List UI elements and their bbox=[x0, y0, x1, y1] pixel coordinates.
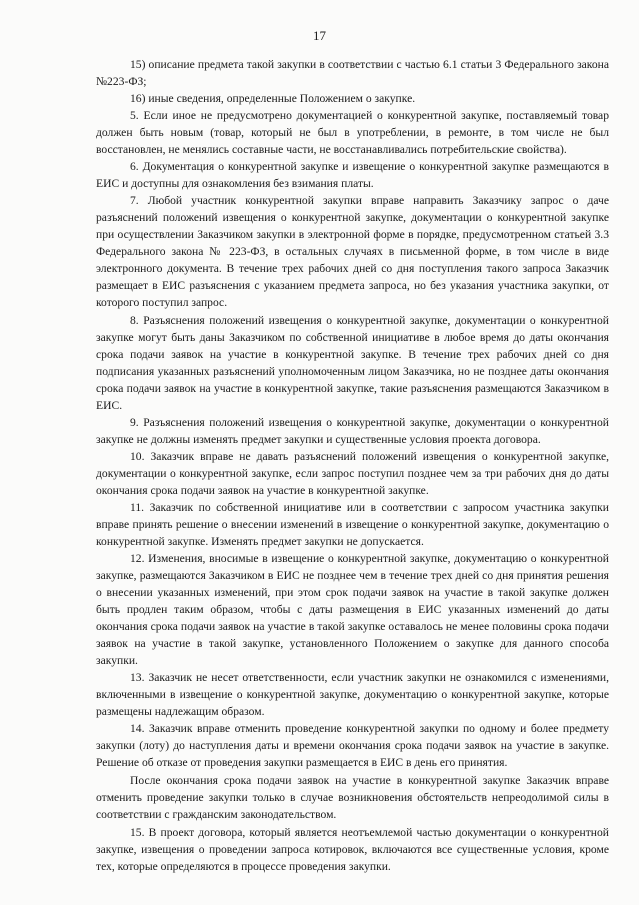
paragraph-5: 5. Если иное не предусмотрено документацией о конкурентной закупке, поставляемый товар должен быть новым (товар, который не был в употреблении, в ремонте, в том числе не был восстановлен, не менялись составные части, не восстанавливались потребительские свойства). bbox=[96, 109, 609, 156]
paragraph-14: 14. Заказчик вправе отменить проведение конкурентной закупки по одному и более предмету закупки (лоту) до наступления даты и времени окончания срока подачи заявок на участие в закупке. Решение об отказе от проведения закупки размещается в ЕИС в день его принятия. bbox=[96, 722, 609, 769]
paragraph-9: 9. Разъяснения положений извещения о конкурентной закупке, документации о конкурентной закупке не должны изменять предмет закупки и существенные условия проекта договора. bbox=[96, 416, 609, 446]
paragraph-13: 13. Заказчик не несет ответственности, если участник закупки не ознакомился с изменениями, включенными в извещение о конкурентной закупке, документацию о конкурентной закупке, которые размещены надлежащим образом. bbox=[96, 671, 609, 718]
paragraph-item-16: 16) иные сведения, определенные Положением о закупке. bbox=[130, 92, 416, 105]
paragraph-14-continued: После окончания срока подачи заявок на участие в конкурентной закупке Заказчик вправе отменить проведение закупки только в случае возникновения обстоятельств непреодолимой силы в соответствии с гражданским законодательством. bbox=[96, 774, 609, 821]
paragraph-10: 10. Заказчик вправе не давать разъяснений положений извещения о конкурентной закупке, документации о конкурентной закупке, если запрос поступил позднее чем за три рабочих дня до даты окончания срока подачи заявок на участие в конкурентной закупке. bbox=[96, 450, 609, 497]
paragraph-7: 7. Любой участник конкурентной закупки вправе направить Заказчику запрос о даче разъяснений положений извещения о конкурентной закупке, документации о конкурентной закупке при осуществлении Заказчиком закупки в электронной форме в порядке, предусмотренном статьей 3.3 Федерального закона № 223-ФЗ, в остальных случаях в письменной форме, в том числе в виде электронного документа. В течение трех рабочих дней со дня поступления такого запроса Заказчик размещает в ЕИС разъяснения с указанием предмета запроса, но без указания участника закупки, от которого поступил запрос. bbox=[96, 194, 609, 309]
paragraph-11: 11. Заказчик по собственной инициативе или в соответствии с запросом участника закупки вправе принять решение о внесении изменений в извещение о конкурентной закупке, документацию о конкурентной закупке. Изменять предмет закупки не допускается. bbox=[96, 501, 609, 548]
paragraph-item-15: 15) описание предмета такой закупки в соответствии с частью 6.1 статьи 3 Федерального закона №223-ФЗ; bbox=[96, 58, 609, 88]
paragraph-15: 15. В проект договора, который является неотъемлемой частью документации о конкурентной закупке, извещения о проведении запроса котировок, включаются все существенные условия, кроме тех, которые определяются в процессе проведения закупки. bbox=[96, 826, 609, 873]
paragraph-6: 6. Документация о конкурентной закупке и извещение о конкурентной закупке размещаются в ЕИС и доступны для ознакомления без взимания платы. bbox=[96, 160, 609, 190]
paragraph-12: 12. Изменения, вносимые в извещение о конкурентной закупке, документацию о конкурентной закупке, размещаются Заказчиком в ЕИС не позднее чем в течение трех дней со дня принятия решения о внесении указанных изменений, при этом срок подачи заявок на участие в такой закупке должен быть продлен таким образом, чтобы с даты размещения в ЕИС указанных изменений до даты окончания срока подачи заявок на участие в такой закупке оставалось не менее половины срока подачи заявок на участие в такой закупке, установленного Положением о закупке для данного способа закупки. bbox=[96, 552, 609, 667]
paragraph-8: 8. Разъяснения положений извещения о конкурентной закупке, документации о конкурентной закупке могут быть даны Заказчиком по собственной инициативе в любое время до даты окончания срока подачи заявок на участие в конкурентной закупке. В течение трех рабочих дней со дня подписания указанных разъяснений уполномоченным лицом Заказчика, но не позднее даты окончания срока подачи заявок на участие в конкурентной закупке, такие разъяснения размещаются Заказчиком в ЕИС. bbox=[96, 314, 609, 412]
page-number: 17 bbox=[313, 28, 326, 43]
